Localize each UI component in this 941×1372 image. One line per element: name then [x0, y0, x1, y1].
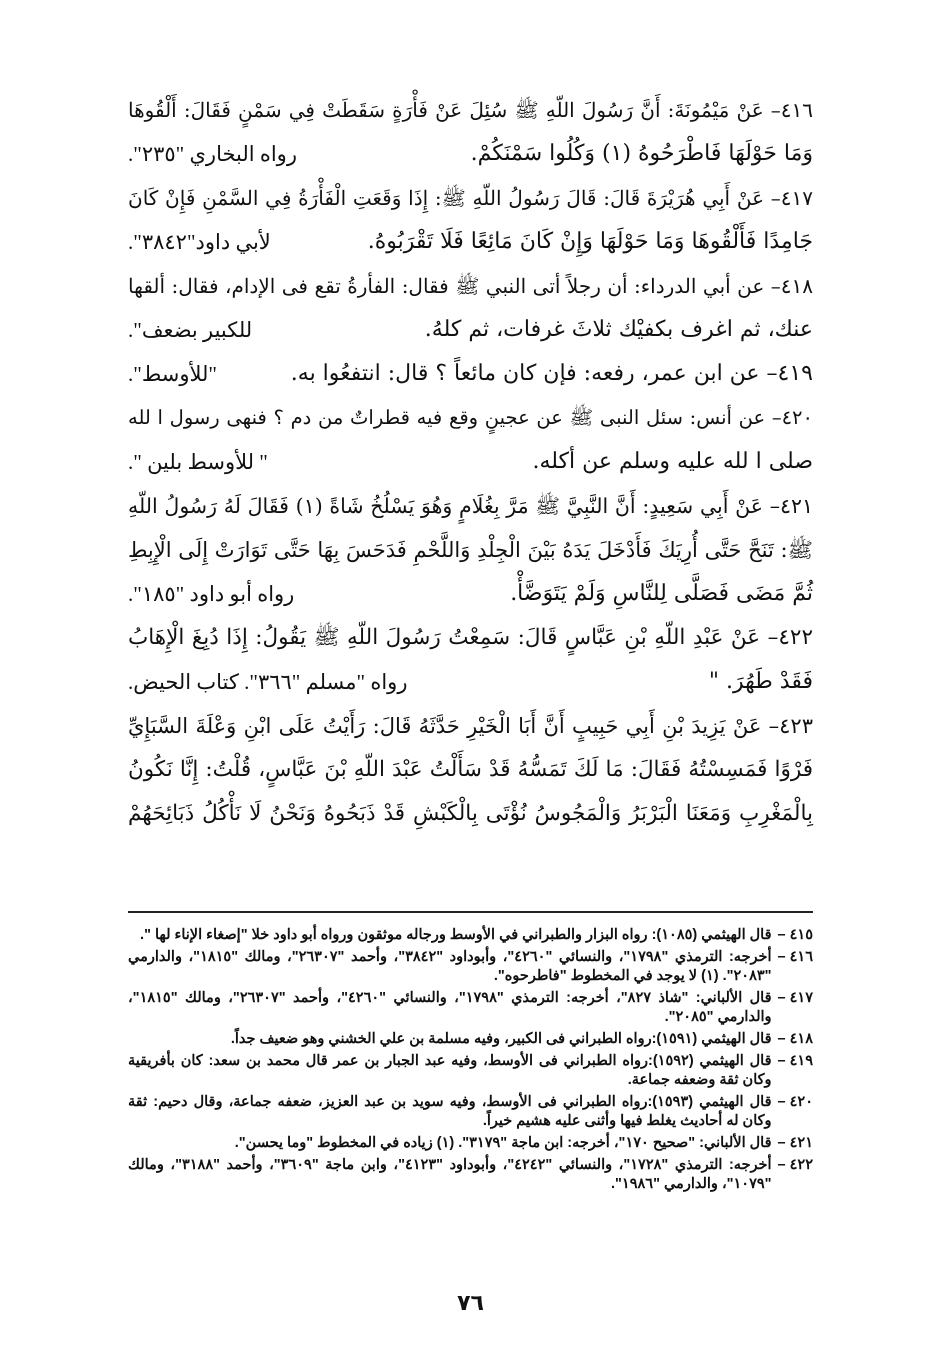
- page-number: ٧٦: [457, 1291, 484, 1316]
- footnote: [128, 989, 813, 1027]
- footnote-number: ٤١٩ –: [777, 1053, 813, 1069]
- text-line: [128, 572, 813, 616]
- text-line: [128, 220, 813, 264]
- line-reference: للكبير بضعف".: [128, 318, 253, 342]
- footnote-number: ٤١٧ –: [777, 990, 813, 1006]
- line-text: جَامِدًا فَأَلْقُوهَا وَمَا حَوْلَهَا وَإِنْ كَانَ مَائِعًا فَلَا تَقْرَبُوهُ.: [367, 229, 813, 254]
- footnote: [128, 1030, 813, 1049]
- footnote-number: ٤١٨ –: [777, 1031, 813, 1047]
- footnote-number: ٤١٦ –: [777, 949, 813, 965]
- text-line: [128, 308, 813, 352]
- footnote-text: قال الهيثمي (١٥٩٣):رواه الطبراني فى الأوسط، وفيه سويد بن عبد العزيز، ضعفه جماعة، وقال دحيم: ثقة وكان له أحاديث يغلط فيها وأثنى عليه هشيم خيراً.: [128, 1094, 772, 1129]
- hadith-body: [128, 88, 813, 836]
- line-reference: " للأوسط بلين ".: [128, 450, 268, 474]
- line-text: ٤٢٠– عن أنس: سئل النبى ﷺ عن عجينٍ وقع فيه قطراتٌ من دم ؟ فنهى رسول ا لله: [128, 406, 813, 429]
- text-line: [128, 352, 813, 396]
- text-line: [128, 660, 813, 704]
- line-reference: لأبي داود"٣٨٤٢".: [128, 230, 271, 254]
- text-line: [128, 484, 813, 528]
- line-reference: رواه أبو داود "١٨٥".: [128, 582, 295, 606]
- text-line: [128, 792, 813, 836]
- text-line: [128, 176, 813, 220]
- line-text: فَقَدْ طَهُرَ. ": [708, 669, 813, 694]
- text-line: [128, 264, 813, 308]
- line-text: ٤١٦– عَنْ مَيْمُونَةَ: أَنَّ رَسُولَ اللّهِ ﷺ سُئِلَ عَنْ فَأْرَةٍ سَقَطَتْ فِي سَمْنٍ فَقَالَ: أَلْقُوهَا: [128, 98, 813, 122]
- line-text: ٤١٨– عن أبي الدرداء: أن رجلاً أتى النبي ﷺ فقال: الفأرةُ تقع فى الإدام، فقال: ألقها: [128, 274, 813, 298]
- footnotes: [128, 926, 813, 1197]
- line-reference: رواه "مسلم "٣٦٦". كتاب الحيض.: [128, 670, 408, 694]
- line-text: فَرْوًا فَمَسِسْتُهُ فَقَالَ: مَا لَكَ تَمَسُّهُ قَدْ سَأَلْتُ عَبْدَ اللّهِ بْنَ عَبَّاسٍ، قُلْتُ: إِنَّا نَكُونُ: [128, 757, 813, 782]
- footnote: [128, 948, 813, 986]
- line-reference: "للأوسط".: [128, 362, 217, 386]
- line-text: عنك، ثم اغرف بكفيْك ثلاثَ غرفات، ثم كلهُ.: [424, 317, 813, 342]
- text-line: [128, 616, 813, 660]
- footnote-separator: [128, 911, 813, 913]
- footnote-text: قال الهيثمي (١٠٨٥): رواه البزار والطبراني في الأوسط ورجاله موثقون ورواه أبو داود خلا "إصغاء الإناء لها ".: [140, 927, 772, 943]
- line-text: ثُمَّ مَضَى فَصَلَّى لِلنَّاسِ وَلَمْ يَتَوَضَّأْ.: [510, 581, 813, 606]
- line-text: وَمَا حَوْلَهَا فَاطْرَحُوهُ (١) وَكُلُوا سَمْنَكُمْ.: [470, 141, 813, 166]
- line-text: صلى ا لله عليه وسلم عن أكله.: [532, 449, 813, 474]
- text-line: [128, 748, 813, 792]
- footnote: [128, 1093, 813, 1131]
- line-text: ٤١٧– عَنْ أَبِي هُرَيْرَةَ قَالَ: قَالَ رَسُولُ اللّهِ ﷺ: إِذَا وَقَعَتِ الْفَأْرَةُ فِي السَّمْنِ فَإِنْ كَانَ: [128, 186, 813, 210]
- footnote: [128, 1052, 813, 1090]
- text-line: [128, 440, 813, 484]
- line-reference: رواه البخاري "٢٣٥".: [128, 142, 297, 166]
- footnote: [128, 1156, 813, 1194]
- text-line: [128, 396, 813, 440]
- line-text: ٤٢٣– عَنْ يَزِيدَ بْنِ أَبِي حَبِيبٍ أَنَّ أَبَا الْخَيْرِ حَدَّثَهُ قَالَ: رَأَيْتُ عَلَى ابْنِ وَعْلَةَ السَّبَإِيِّ: [128, 714, 813, 738]
- footnote-text: أخرجه: الترمذي "١٧٢٨"، والنسائي "٤٢٤٢"، وأبوداود "٤١٢٣"، وابن ماجة "٣٦٠٩"، وأحمد "٣١٨٨"، ومالك "١٠٧٩"، والدارمي "١٩٨٦".: [128, 1157, 772, 1192]
- text-line: [128, 528, 813, 572]
- text-line: [128, 132, 813, 176]
- footnote: [128, 926, 813, 945]
- text-line: [128, 704, 813, 748]
- footnote-text: قال الألباني: "صحيح ١٧٠"، أخرجه: ابن ماجة "٣١٧٩". (١) زياده في المخطوط "وما يحسن".: [234, 1135, 772, 1151]
- footnote-number: ٤٢١ –: [777, 1135, 813, 1151]
- footnote: [128, 1134, 813, 1153]
- text-line: [128, 88, 813, 132]
- line-text: ٤١٩– عن ابن عمر، رفعه: فإن كان مائعاً ؟ قال: انتفعُوا به.: [290, 361, 813, 386]
- line-text: ٤٢١– عَنْ أَبِي سَعِيدٍ: أَنَّ النَّبِيَّ ﷺ مَرَّ بِغُلَامٍ وَهُوَ يَسْلُخُ شَاةً (١) فَقَالَ لَهُ رَسُولُ اللّهِ: [128, 494, 813, 518]
- footnote-text: قال الألباني: "شاذ ٨٢٧"، أخرجه: الترمذي "١٧٩٨"، والنسائي "٤٢٦٠"، وأحمد "٢٦٣٠٧"، ومالك "١٨١٥"، والدارمي "٢٠٨٥".: [128, 990, 772, 1025]
- footnote-number: ٤٢٠ –: [777, 1094, 813, 1110]
- line-text: ٤٢٢– عَنْ عَبْدِ اللّهِ بْنِ عَبَّاسٍ قَالَ: سَمِعْتُ رَسُولَ اللّهِ ﷺ يَقُولُ: إِذَا دُبِغَ الْإِهَابُ: [128, 625, 813, 650]
- footnote-text: قال الهيثمي (١٥٩١):رواه الطبراني فى الكبير، وفيه مسلمة بن علي الخشني وهو ضعيف جداً.: [230, 1031, 772, 1047]
- footnote-text: أخرجه: الترمذي "١٧٩٨"، والنسائي "٤٢٦٠"، وأبوداود "٣٨٤٢"، وأحمد "٢٦٣٠٧"، ومالك "١٨١٥"، والدارمي "٢٠٨٣". (١) لا يوجد في المخطوط "فاطرحوه".: [128, 949, 772, 984]
- line-text: ﷺ: تَنَحَّ حَتَّى أُرِيَكَ فَأَدْخَلَ يَدَهُ بَيْنَ الْجِلْدِ وَاللَّحْمِ فَدَحَسَ بِهَا حَتَّى تَوَارَتْ إِلَى الْإِبِطِ: [128, 538, 813, 562]
- footnote-text: قال الهيثمي (١٥٩٢):رواه الطبراني فى الأوسط، وفيه عبد الجبار بن عمر قال محمد بن سعد: كان بأفريقية وكان ثقة وضعفه جماعة.: [128, 1053, 772, 1088]
- line-text: بِالْمَغْرِبِ وَمَعَنَا الْبَرْبَرُ وَالْمَجُوسُ نُؤْتَى بِالْكَبْشِ قَدْ ذَبَحُوهُ وَنَحْنُ لَا نَأْكُلُ ذَبَائِحَهُمْ: [128, 801, 813, 826]
- footnote-number: ٤٢٢ –: [777, 1157, 813, 1173]
- footnote-number: ٤١٥ –: [777, 927, 813, 943]
